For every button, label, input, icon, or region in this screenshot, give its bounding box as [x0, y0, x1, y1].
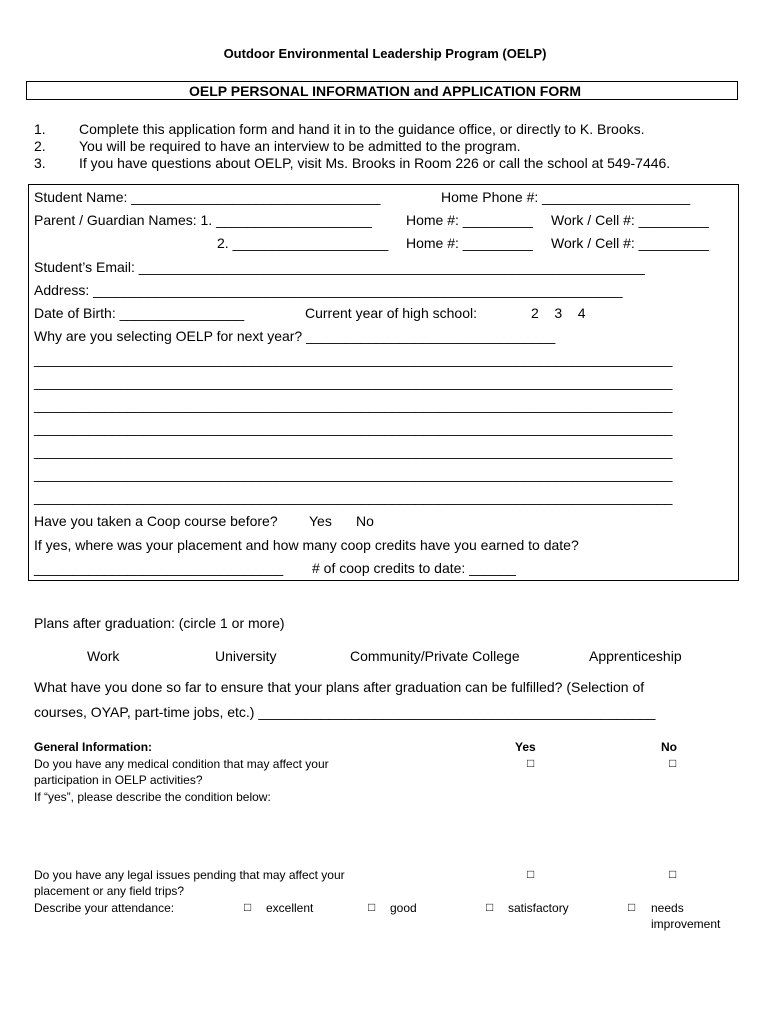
- attendance-needs-checkbox[interactable]: □: [628, 900, 636, 914]
- plan-option-university[interactable]: University: [215, 648, 277, 664]
- instruction-number: 1.: [34, 121, 46, 137]
- answer-line[interactable]: __________________________________________________________________________________: [34, 466, 673, 482]
- placement-question: If yes, where was your placement and how many coop credits have you earned to date?: [34, 537, 579, 553]
- answer-line[interactable]: __________________________________________________________________________________: [34, 443, 673, 459]
- parent2-work-field[interactable]: Work / Cell #: _________: [551, 235, 709, 251]
- yes-column-header: Yes: [515, 740, 536, 754]
- attendance-satisfactory-label: satisfactory: [508, 901, 569, 915]
- attendance-excellent-label: excellent: [266, 901, 314, 915]
- attendance-good-checkbox[interactable]: □: [368, 900, 376, 914]
- instruction-text: Complete this application form and hand it in to the guidance office, or directly to K. Brooks.: [79, 121, 645, 137]
- instruction-number: 2.: [34, 138, 46, 154]
- coop-credits-field[interactable]: # of coop credits to date: ______: [312, 560, 516, 576]
- student-name-field[interactable]: Student Name: ________________________________: [34, 189, 381, 205]
- coop-yes-option[interactable]: Yes: [309, 513, 332, 529]
- plan-option-apprenticeship[interactable]: Apprenticeship: [589, 648, 682, 664]
- answer-line[interactable]: __________________________________________________________________________________: [34, 397, 673, 413]
- legal-yes-checkbox[interactable]: □: [527, 867, 535, 881]
- document-title: Outdoor Environmental Leadership Program (OELP): [223, 46, 547, 61]
- attendance-needs-label: needs: [651, 901, 684, 915]
- why-field[interactable]: Why are you selecting OELP for next year? ________________________________: [34, 328, 556, 344]
- email-field[interactable]: Student’s Email: _________________________________________________________________: [34, 259, 645, 275]
- general-info-heading: General Information:: [34, 740, 153, 754]
- parent2-field[interactable]: 2. ____________________: [217, 235, 389, 251]
- year-label: Current year of high school:: [305, 305, 477, 321]
- ensure-question: What have you done so far to ensure that your plans after graduation can be fulfilled? (Selection of: [34, 679, 645, 695]
- instruction-text: If you have questions about OELP, visit Ms. Brooks in Room 226 or call the school at 549-7446.: [79, 155, 671, 171]
- parent2-home-field[interactable]: Home #: _________: [406, 235, 533, 251]
- plans-label: Plans after graduation: (circle 1 or more): [34, 615, 285, 631]
- medical-question: Do you have any medical condition that may affect your: [34, 757, 329, 771]
- attendance-label: Describe your attendance:: [34, 901, 175, 915]
- address-field[interactable]: Address: ____________________________________________________________________: [34, 282, 623, 298]
- year-options[interactable]: 2 3 4: [531, 305, 586, 321]
- answer-line[interactable]: __________________________________________________________________________________: [34, 420, 673, 436]
- plan-option-college[interactable]: Community/Private College: [350, 648, 520, 664]
- parent1-field[interactable]: Parent / Guardian Names: 1. ____________________: [34, 212, 372, 228]
- legal-no-checkbox[interactable]: □: [669, 867, 677, 881]
- parent1-work-field[interactable]: Work / Cell #: _________: [551, 212, 709, 228]
- attendance-satisfactory-checkbox[interactable]: □: [486, 900, 494, 914]
- coop-no-option[interactable]: No: [356, 513, 374, 529]
- parent1-home-field[interactable]: Home #: _________: [406, 212, 533, 228]
- form-heading: OELP PERSONAL INFORMATION and APPLICATION FORM: [188, 83, 581, 99]
- medical-question-cont: participation in OELP activities?: [34, 773, 203, 787]
- legal-question-cont: placement or any field trips?: [34, 884, 185, 898]
- instruction-text: You will be required to have an interview to be admitted to the program.: [79, 138, 521, 154]
- medical-yes-checkbox[interactable]: □: [527, 756, 535, 770]
- attendance-needs-label-cont: improvement: [651, 917, 721, 931]
- medical-no-checkbox[interactable]: □: [669, 756, 677, 770]
- dob-field[interactable]: Date of Birth: ________________: [34, 305, 245, 321]
- no-column-header: No: [661, 740, 677, 754]
- answer-line[interactable]: __________________________________________________________________________________: [34, 351, 673, 367]
- legal-question: Do you have any legal issues pending that may affect your: [34, 868, 345, 882]
- attendance-excellent-checkbox[interactable]: □: [244, 900, 252, 914]
- answer-line[interactable]: __________________________________________________________________________________: [34, 374, 673, 390]
- placement-field[interactable]: ________________________________: [34, 560, 284, 576]
- attendance-good-label: good: [390, 901, 417, 915]
- coop-question: Have you taken a Coop course before?: [34, 513, 278, 529]
- plan-option-work[interactable]: Work: [87, 648, 120, 664]
- home-phone-field[interactable]: Home Phone #: ___________________: [441, 189, 691, 205]
- instruction-number: 3.: [34, 155, 46, 171]
- medical-describe-prompt: If “yes”, please describe the condition below:: [34, 790, 271, 804]
- ensure-answer-field[interactable]: courses, OYAP, part-time jobs, etc.) ___________________________________________________: [34, 704, 656, 720]
- answer-line[interactable]: __________________________________________________________________________________: [34, 489, 673, 505]
